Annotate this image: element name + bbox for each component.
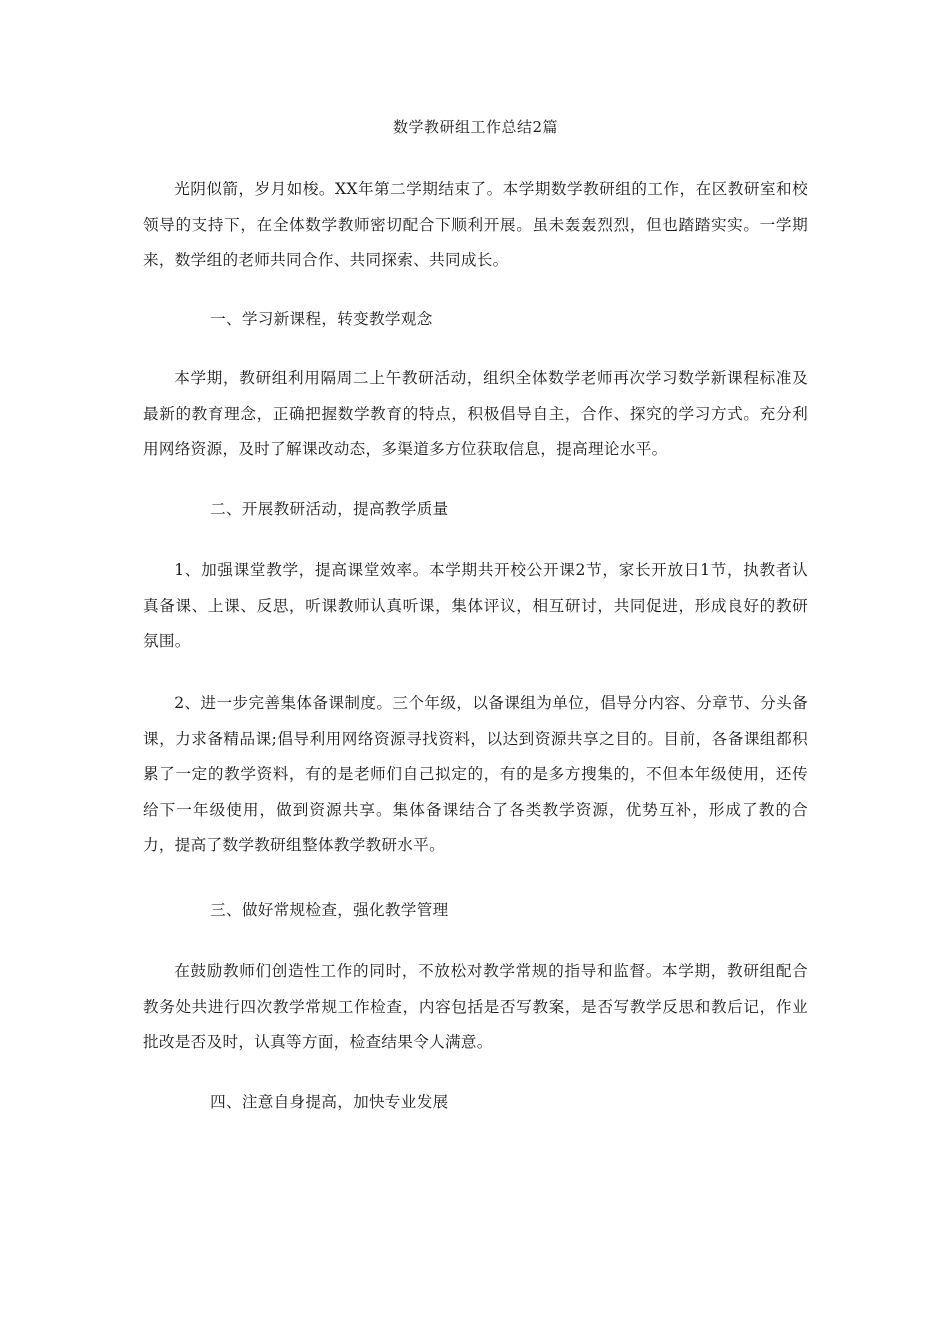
section3-paragraph: 在鼓励教师们创造性工作的同时，不放松对教学常规的指导和监督。本学期，教研组配合教务处共进行四次教学常规工作检查，内容包括是否写教案，是否写教学反思和教后记，作业批改是否及时，认真等方面，检查结果令人满意。 <box>143 962 808 1051</box>
document-title: 数学教研组工作总结2篇 <box>392 118 559 136</box>
section1-heading: 一、学习新课程，转变教学观念 <box>210 310 433 328</box>
intro-paragraph: 光阴似箭，岁月如梭。XX年第二学期结束了。本学期数学教研组的工作，在区教研室和校领导的支持下，在全体数学教师密切配合下顺利开展。虽未轰轰烈烈，但也踏踏实实。一学期来，数学组的老师共同合作、共同探索、共同成长。 <box>143 180 808 269</box>
section2-item2-paragraph: 2、进一步完善集体备课制度。三个年级，以备课组为单位，倡导分内容、分章节、分头备课，力求备精品课;倡导利用网络资源寻找资料，以达到资源共享之目的。目前，各备课组都积累了一定的教学资料，有的是老师们自己拟定的，有的是多方搜集的，不但本年级使用，还传给下一年级使用，做到资源共享。集体备课结合了各类教学资源，优势互补，形成了教的合力，提高了数学教研组整体教学教研水平。 <box>143 694 808 854</box>
section1-paragraph: 本学期，教研组利用隔周二上午教研活动，组织全体数学老师再次学习数学新课程标准及最新的教育理念，正确把握数学教育的特点，积极倡导自主，合作、探究的学习方式。充分利用网络资源，及时了解课改动态，多渠道多方位获取信息，提高理论水平。 <box>143 369 808 458</box>
section3-heading: 三、做好常规检查，强化教学管理 <box>210 901 449 919</box>
section4-heading: 四、注意自身提高，加快专业发展 <box>210 1093 449 1111</box>
section2-item1-paragraph: 1、加强课堂教学，提高课堂效率。本学期共开校公开课2节，家长开放日1节，执教者认真备课、上课、反思，听课教师认真听课，集体评议，相互研讨，共同促进，形成良好的教研氛围。 <box>143 561 808 650</box>
section2-heading: 二、开展教研活动，提高教学质量 <box>210 500 449 518</box>
